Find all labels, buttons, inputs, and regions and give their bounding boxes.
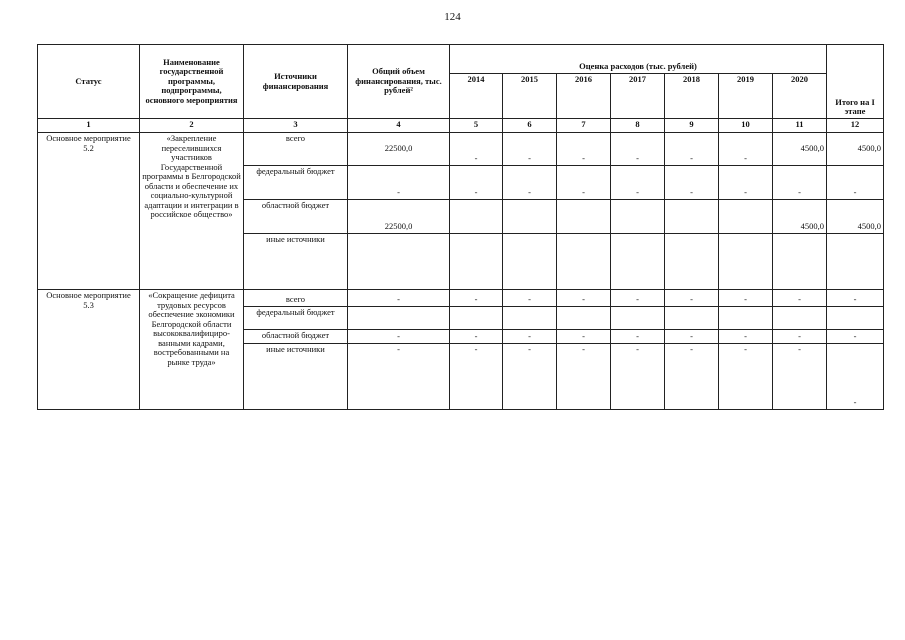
year-value-cell	[450, 200, 503, 234]
year-value-cell: -	[719, 166, 773, 200]
stage-total-cell: -	[827, 330, 884, 344]
year-value-cell	[503, 307, 557, 330]
year-value-cell: -	[503, 133, 557, 166]
header-year: 2015	[503, 74, 557, 119]
year-value-cell: 4500,0	[773, 200, 827, 234]
column-number: 7	[557, 119, 611, 133]
source-cell: федеральный бюджет	[244, 307, 348, 330]
column-number: 10	[719, 119, 773, 133]
year-value-cell: 4500,0	[773, 133, 827, 166]
year-value-cell: -	[773, 344, 827, 410]
total-cell	[348, 307, 450, 330]
column-number: 8	[611, 119, 665, 133]
header-total: Общий объем финансирования, тыс. рублей²	[348, 45, 450, 119]
header-name: Наименование государственной программы, подпрограммы, основного мероприятия	[140, 45, 244, 119]
year-value-cell: -	[450, 166, 503, 200]
stage-total-cell	[827, 307, 884, 330]
year-value-cell: -	[719, 330, 773, 344]
header-stage-total: Итого на I этапе	[827, 45, 884, 119]
year-value-cell: -	[557, 166, 611, 200]
year-value-cell: -	[450, 330, 503, 344]
stage-total-cell	[827, 234, 884, 290]
year-value-cell: -	[665, 330, 719, 344]
stage-total-cell: -	[827, 344, 884, 410]
column-number: 2	[140, 119, 244, 133]
source-cell: федеральный бюджет	[244, 166, 348, 200]
year-value-cell	[611, 200, 665, 234]
year-value-cell: -	[719, 133, 773, 166]
stage-total-cell: 4500,0	[827, 133, 884, 166]
year-value-cell: -	[450, 290, 503, 307]
year-value-cell: -	[503, 166, 557, 200]
year-value-cell: -	[611, 344, 665, 410]
year-value-cell	[503, 200, 557, 234]
year-value-cell: -	[665, 166, 719, 200]
year-value-cell	[665, 200, 719, 234]
column-number: 6	[503, 119, 557, 133]
total-cell: 22500,0	[348, 200, 450, 234]
header-estimate: Оценка расходов (тыс. рублей)	[450, 45, 827, 74]
year-value-cell: -	[503, 290, 557, 307]
year-value-cell: -	[557, 344, 611, 410]
status-cell: Основное мероприятие 5.3	[38, 290, 140, 410]
year-value-cell: -	[611, 166, 665, 200]
year-value-cell: -	[719, 290, 773, 307]
activity-name-cell: «Закрепление переселившихся участников Государственной программы в Белгородской области и обеспечение их социально-культурной адаптации и интеграции в российское общество»	[140, 133, 244, 290]
year-value-cell	[503, 234, 557, 290]
year-value-cell	[450, 307, 503, 330]
year-value-cell: -	[450, 344, 503, 410]
header-year: 2019	[719, 74, 773, 119]
year-value-cell: -	[557, 290, 611, 307]
year-value-cell: -	[773, 330, 827, 344]
year-value-cell	[611, 234, 665, 290]
year-value-cell	[665, 307, 719, 330]
column-number: 1	[38, 119, 140, 133]
page-number: 124	[444, 11, 461, 23]
year-value-cell: -	[665, 133, 719, 166]
table-row	[38, 133, 884, 166]
year-value-cell	[719, 234, 773, 290]
header-status: Статус	[38, 45, 140, 119]
total-cell	[348, 234, 450, 290]
year-value-cell: -	[450, 133, 503, 166]
column-number: 11	[773, 119, 827, 133]
source-cell: иные источники	[244, 344, 348, 410]
year-value-cell	[665, 234, 719, 290]
table-row	[38, 290, 884, 307]
year-value-cell	[719, 307, 773, 330]
column-numbers-row	[38, 119, 884, 133]
year-value-cell	[773, 307, 827, 330]
total-cell: -	[348, 344, 450, 410]
column-number: 3	[244, 119, 348, 133]
header-year: 2018	[665, 74, 719, 119]
source-cell: всего	[244, 290, 348, 307]
year-value-cell: -	[719, 344, 773, 410]
source-cell: всего	[244, 133, 348, 166]
stage-total-cell: -	[827, 290, 884, 307]
year-value-cell	[773, 234, 827, 290]
activity-name-cell: «Сокращение дефицита трудовых ресурсов обеспечение экономики Белгородской области высококвалифициро-ванными кадрами, востребованными на рынке труда»	[140, 290, 244, 410]
total-cell: -	[348, 290, 450, 307]
header-year: 2014	[450, 74, 503, 119]
header-sources: Источники финансирования	[244, 45, 348, 119]
year-value-cell: -	[557, 133, 611, 166]
year-value-cell: -	[611, 330, 665, 344]
header-year: 2016	[557, 74, 611, 119]
year-value-cell	[719, 200, 773, 234]
year-value-cell	[557, 234, 611, 290]
column-number: 5	[450, 119, 503, 133]
year-value-cell	[450, 234, 503, 290]
stage-total-cell: 4500,0	[827, 200, 884, 234]
header-year: 2017	[611, 74, 665, 119]
source-cell: областной бюджет	[244, 330, 348, 344]
year-value-cell	[557, 307, 611, 330]
year-value-cell	[557, 200, 611, 234]
column-number: 9	[665, 119, 719, 133]
year-value-cell	[611, 307, 665, 330]
year-value-cell: -	[773, 166, 827, 200]
source-cell: областной бюджет	[244, 200, 348, 234]
year-value-cell: -	[665, 344, 719, 410]
stage-total-cell: -	[827, 166, 884, 200]
year-value-cell: -	[503, 344, 557, 410]
year-value-cell: -	[611, 290, 665, 307]
header-year: 2020	[773, 74, 827, 119]
total-cell: -	[348, 330, 450, 344]
year-value-cell: -	[503, 330, 557, 344]
financing-table	[37, 44, 884, 410]
year-value-cell: -	[665, 290, 719, 307]
total-cell: 22500,0	[348, 133, 450, 166]
total-cell: -	[348, 166, 450, 200]
source-cell: иные источники	[244, 234, 348, 290]
year-value-cell: -	[557, 330, 611, 344]
year-value-cell: -	[611, 133, 665, 166]
column-number: 12	[827, 119, 884, 133]
status-cell: Основное мероприятие 5.2	[38, 133, 140, 290]
column-number: 4	[348, 119, 450, 133]
year-value-cell: -	[773, 290, 827, 307]
